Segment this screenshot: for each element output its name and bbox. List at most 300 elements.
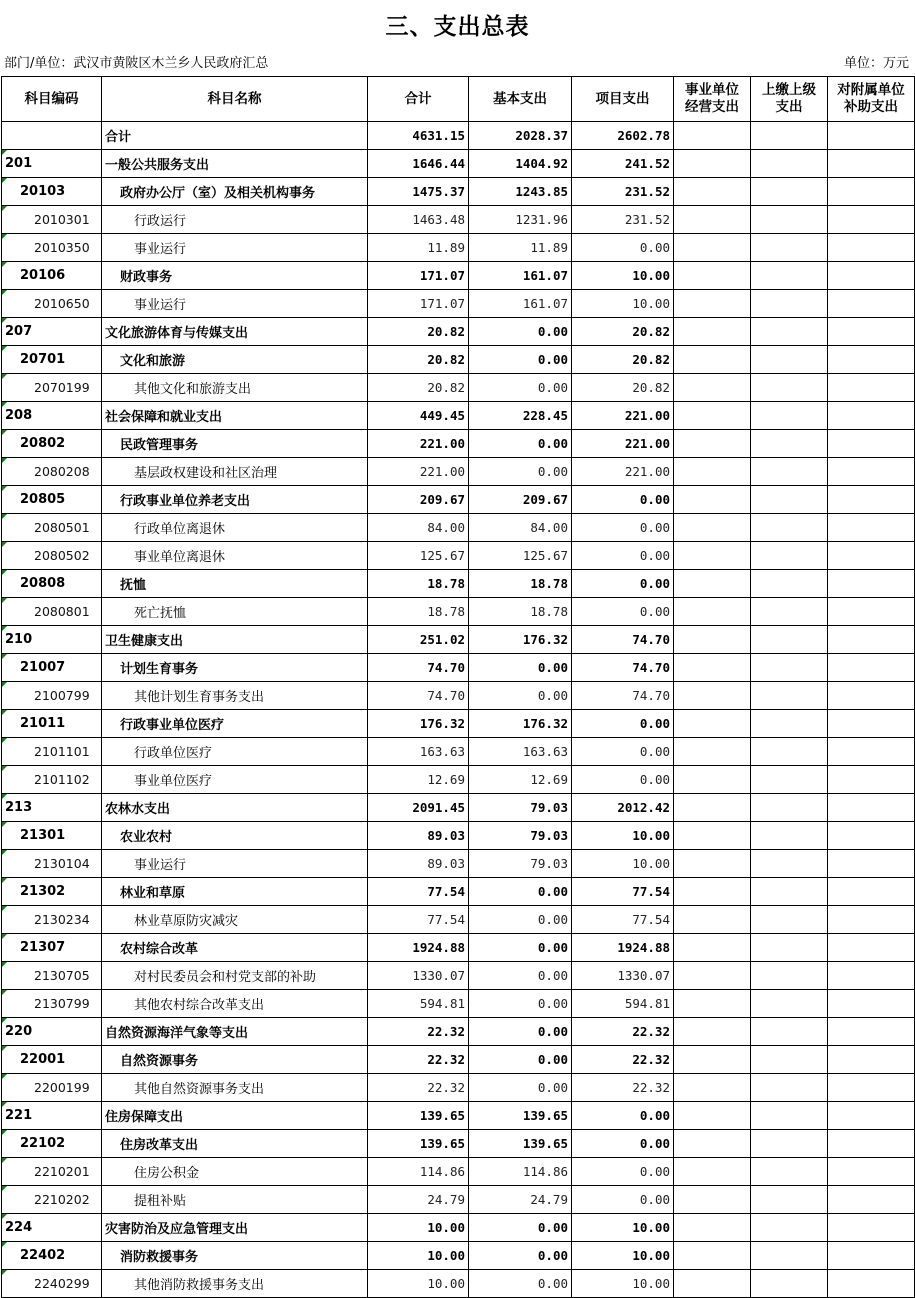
cell-sub (828, 1046, 915, 1074)
cell-project: 0.00 (572, 1130, 674, 1158)
header-sub (828, 77, 915, 122)
table-row (2, 1186, 915, 1214)
cell-upper (751, 178, 828, 206)
cell-sub (828, 822, 915, 850)
cell-biz (674, 318, 751, 346)
cell-marker-icon (2, 1186, 7, 1191)
table-row (2, 318, 915, 346)
cell-biz (674, 402, 751, 430)
table-row (2, 934, 915, 962)
cell-project: 10.00 (572, 1214, 674, 1242)
cell-total: 449.45 (368, 402, 469, 430)
cell-code: 213 (2, 794, 102, 822)
cell-code: 2080501 (2, 514, 102, 542)
cell-basic: 0.00 (469, 1242, 572, 1270)
cell-sub (828, 234, 915, 262)
cell-biz (674, 990, 751, 1018)
cell-basic: 84.00 (469, 514, 572, 542)
cell-total: 22.32 (368, 1046, 469, 1074)
cell-marker-icon (2, 290, 7, 295)
cell-sub (828, 878, 915, 906)
cell-marker-icon (2, 710, 7, 715)
cell-basic: 0.00 (469, 1046, 572, 1074)
cell-name: 事业运行 (102, 850, 368, 878)
cell-basic: 0.00 (469, 1270, 572, 1298)
cell-upper (751, 430, 828, 458)
page-title: 三、支出总表 (385, 13, 530, 40)
cell-marker-icon (2, 430, 7, 435)
cell-upper (751, 570, 828, 598)
cell-total: 18.78 (368, 570, 469, 598)
cell-marker-icon (2, 1242, 7, 1247)
cell-basic: 79.03 (469, 850, 572, 878)
cell-project: 0.00 (572, 486, 674, 514)
cell-project: 0.00 (572, 738, 674, 766)
unit-label: 单位：万元 (843, 56, 909, 71)
cell-biz (674, 822, 751, 850)
cell-basic: 24.79 (469, 1186, 572, 1214)
cell-total: 22.32 (368, 1074, 469, 1102)
header-biz (674, 77, 751, 122)
cell-project: 20.82 (572, 374, 674, 402)
cell-sub (828, 850, 915, 878)
cell-total: 171.07 (368, 290, 469, 318)
cell-total: 74.70 (368, 682, 469, 710)
cell-code: 210 (2, 626, 102, 654)
expenditure-table (1, 76, 915, 1298)
cell-sub (828, 206, 915, 234)
cell-total: 114.86 (368, 1158, 469, 1186)
cell-code: 21301 (2, 822, 102, 850)
cell-code: 20701 (2, 346, 102, 374)
cell-project: 22.32 (572, 1074, 674, 1102)
cell-biz (674, 1214, 751, 1242)
cell-project: 10.00 (572, 1270, 674, 1298)
cell-biz (674, 234, 751, 262)
cell-name: 其他文化和旅游支出 (102, 374, 368, 402)
cell-sub (828, 514, 915, 542)
cell-upper (751, 682, 828, 710)
cell-total: 1330.07 (368, 962, 469, 990)
cell-biz (674, 122, 751, 150)
cell-total: 139.65 (368, 1130, 469, 1158)
cell-upper (751, 598, 828, 626)
cell-upper (751, 514, 828, 542)
table-row (2, 430, 915, 458)
cell-upper (751, 486, 828, 514)
table-row (2, 682, 915, 710)
cell-sub (828, 794, 915, 822)
cell-sub (828, 598, 915, 626)
cell-basic: 0.00 (469, 1018, 572, 1046)
cell-project: 22.32 (572, 1046, 674, 1074)
cell-code (2, 122, 102, 150)
cell-sub (828, 654, 915, 682)
cell-marker-icon (2, 178, 7, 183)
cell-basic: 79.03 (469, 794, 572, 822)
cell-code: 2101101 (2, 738, 102, 766)
cell-code: 22102 (2, 1130, 102, 1158)
cell-code: 2101102 (2, 766, 102, 794)
cell-project: 74.70 (572, 682, 674, 710)
cell-basic: 0.00 (469, 318, 572, 346)
cell-basic: 0.00 (469, 654, 572, 682)
cell-total: 10.00 (368, 1242, 469, 1270)
cell-marker-icon (2, 822, 7, 827)
cell-code: 22402 (2, 1242, 102, 1270)
cell-code: 21302 (2, 878, 102, 906)
cell-sub (828, 906, 915, 934)
cell-basic: 79.03 (469, 822, 572, 850)
cell-basic: 0.00 (469, 990, 572, 1018)
cell-code: 2080502 (2, 542, 102, 570)
cell-biz (674, 430, 751, 458)
cell-name: 财政事务 (102, 262, 368, 290)
cell-name: 卫生健康支出 (102, 626, 368, 654)
cell-upper (751, 1270, 828, 1298)
cell-project: 0.00 (572, 1158, 674, 1186)
cell-basic: 11.89 (469, 234, 572, 262)
cell-total: 89.03 (368, 822, 469, 850)
cell-basic: 0.00 (469, 682, 572, 710)
cell-name: 文化旅游体育与传媒支出 (102, 318, 368, 346)
cell-code: 2080208 (2, 458, 102, 486)
cell-sub (828, 374, 915, 402)
cell-project: 10.00 (572, 262, 674, 290)
cell-basic: 12.69 (469, 766, 572, 794)
cell-biz (674, 514, 751, 542)
cell-project: 221.00 (572, 430, 674, 458)
header-upper (751, 77, 828, 122)
cell-code: 2080801 (2, 598, 102, 626)
table-row (2, 1102, 915, 1130)
header-total: 合计 (368, 77, 469, 122)
cell-basic: 228.45 (469, 402, 572, 430)
cell-sub (828, 1242, 915, 1270)
table-header-row (2, 77, 915, 122)
cell-code: 2010650 (2, 290, 102, 318)
cell-basic: 0.00 (469, 430, 572, 458)
cell-marker-icon (2, 990, 7, 995)
cell-biz (674, 374, 751, 402)
cell-sub (828, 1270, 915, 1298)
cell-project: 1924.88 (572, 934, 674, 962)
cell-biz (674, 1102, 751, 1130)
cell-total: 221.00 (368, 458, 469, 486)
header-upper-line1: 上缴上级 (762, 82, 816, 98)
cell-basic: 209.67 (469, 486, 572, 514)
cell-total: 20.82 (368, 318, 469, 346)
cell-basic: 114.86 (469, 1158, 572, 1186)
cell-marker-icon (2, 486, 7, 491)
cell-upper (751, 1214, 828, 1242)
table-row (2, 1270, 915, 1298)
cell-basic: 1404.92 (469, 150, 572, 178)
cell-marker-icon (2, 458, 7, 463)
cell-sub (828, 430, 915, 458)
cell-upper (751, 906, 828, 934)
cell-upper (751, 990, 828, 1018)
cell-marker-icon (2, 878, 7, 883)
cell-biz (674, 290, 751, 318)
header-biz-line2: 经营支出 (685, 99, 739, 115)
cell-code: 201 (2, 150, 102, 178)
header-code: 科目编码 (2, 77, 102, 122)
cell-biz (674, 682, 751, 710)
table-row (2, 486, 915, 514)
cell-code: 20805 (2, 486, 102, 514)
header-upper-line2: 支出 (775, 99, 803, 115)
cell-project: 221.00 (572, 458, 674, 486)
cell-name: 行政单位离退休 (102, 514, 368, 542)
cell-marker-icon (2, 234, 7, 239)
cell-project: 594.81 (572, 990, 674, 1018)
cell-biz (674, 1130, 751, 1158)
cell-biz (674, 710, 751, 738)
cell-upper (751, 318, 828, 346)
cell-marker-icon (2, 598, 7, 603)
cell-project: 0.00 (572, 1186, 674, 1214)
cell-name: 灾害防治及应急管理支出 (102, 1214, 368, 1242)
cell-upper (751, 962, 828, 990)
cell-biz (674, 794, 751, 822)
cell-sub (828, 262, 915, 290)
cell-upper (751, 794, 828, 822)
cell-name: 社会保障和就业支出 (102, 402, 368, 430)
cell-biz (674, 346, 751, 374)
cell-name: 住房公积金 (102, 1158, 368, 1186)
cell-upper (751, 1046, 828, 1074)
cell-name: 文化和旅游 (102, 346, 368, 374)
cell-total: 10.00 (368, 1270, 469, 1298)
cell-project: 0.00 (572, 514, 674, 542)
cell-marker-icon (2, 1074, 7, 1079)
department-label: 部门/单位：武汉市黄陂区木兰乡人民政府汇总 (4, 56, 269, 71)
table-row (2, 514, 915, 542)
cell-sub (828, 318, 915, 346)
cell-project: 231.52 (572, 178, 674, 206)
cell-sub (828, 1186, 915, 1214)
cell-total: 12.69 (368, 766, 469, 794)
cell-marker-icon (2, 318, 7, 323)
cell-basic: 176.32 (469, 710, 572, 738)
cell-code: 2130705 (2, 962, 102, 990)
cell-name: 消防救援事务 (102, 1242, 368, 1270)
cell-upper (751, 150, 828, 178)
cell-code: 20103 (2, 178, 102, 206)
cell-total: 77.54 (368, 878, 469, 906)
table-row (2, 542, 915, 570)
cell-project: 2602.78 (572, 122, 674, 150)
cell-code: 2130104 (2, 850, 102, 878)
cell-upper (751, 262, 828, 290)
table-row (2, 346, 915, 374)
cell-biz (674, 150, 751, 178)
cell-sub (828, 150, 915, 178)
cell-total: 176.32 (368, 710, 469, 738)
cell-code: 2070199 (2, 374, 102, 402)
cell-biz (674, 934, 751, 962)
cell-basic: 0.00 (469, 878, 572, 906)
table-row (2, 1130, 915, 1158)
cell-upper (751, 234, 828, 262)
cell-name: 对村民委员会和村党支部的补助 (102, 962, 368, 990)
cell-sub (828, 738, 915, 766)
cell-marker-icon (2, 626, 7, 631)
cell-code: 2130799 (2, 990, 102, 1018)
cell-total: 74.70 (368, 654, 469, 682)
cell-sub (828, 542, 915, 570)
cell-total: 171.07 (368, 262, 469, 290)
cell-marker-icon (2, 346, 7, 351)
cell-marker-icon (2, 906, 7, 911)
cell-marker-icon (2, 738, 7, 743)
cell-name: 事业运行 (102, 290, 368, 318)
cell-basic: 0.00 (469, 962, 572, 990)
cell-basic: 1243.85 (469, 178, 572, 206)
cell-name: 林业和草原 (102, 878, 368, 906)
cell-marker-icon (2, 1270, 7, 1275)
cell-upper (751, 766, 828, 794)
cell-upper (751, 542, 828, 570)
table-row (2, 794, 915, 822)
cell-total: 1646.44 (368, 150, 469, 178)
cell-marker-icon (2, 682, 7, 687)
cell-basic: 1231.96 (469, 206, 572, 234)
cell-total: 1475.37 (368, 178, 469, 206)
cell-sub (828, 402, 915, 430)
cell-upper (751, 290, 828, 318)
cell-name: 其他农村综合改革支出 (102, 990, 368, 1018)
cell-sub (828, 570, 915, 598)
cell-name: 自然资源海洋气象等支出 (102, 1018, 368, 1046)
table-row (2, 626, 915, 654)
table-row (2, 234, 915, 262)
cell-marker-icon (2, 1130, 7, 1135)
cell-sub (828, 290, 915, 318)
cell-marker-icon (2, 1102, 7, 1107)
cell-project: 10.00 (572, 290, 674, 318)
cell-biz (674, 1186, 751, 1214)
cell-name: 一般公共服务支出 (102, 150, 368, 178)
cell-basic: 18.78 (469, 570, 572, 598)
cell-name: 事业单位离退休 (102, 542, 368, 570)
cell-code: 2010301 (2, 206, 102, 234)
cell-code: 2200199 (2, 1074, 102, 1102)
cell-total: 163.63 (368, 738, 469, 766)
cell-biz (674, 1270, 751, 1298)
cell-basic: 0.00 (469, 934, 572, 962)
cell-sub (828, 1158, 915, 1186)
table-row (2, 850, 915, 878)
cell-marker-icon (2, 374, 7, 379)
cell-total: 84.00 (368, 514, 469, 542)
cell-basic: 2028.37 (469, 122, 572, 150)
cell-marker-icon (2, 654, 7, 659)
cell-name: 住房改革支出 (102, 1130, 368, 1158)
cell-name: 抚恤 (102, 570, 368, 598)
cell-name: 农林水支出 (102, 794, 368, 822)
cell-code: 20106 (2, 262, 102, 290)
header-biz-line1: 事业单位 (685, 82, 739, 98)
cell-name: 合计 (102, 122, 368, 150)
cell-code: 2130234 (2, 906, 102, 934)
cell-upper (751, 374, 828, 402)
cell-code: 2010350 (2, 234, 102, 262)
cell-code: 21007 (2, 654, 102, 682)
cell-basic: 139.65 (469, 1130, 572, 1158)
table-row (2, 206, 915, 234)
header-name: 科目名称 (102, 77, 368, 122)
cell-project: 0.00 (572, 766, 674, 794)
cell-marker-icon (2, 542, 7, 547)
cell-biz (674, 1018, 751, 1046)
cell-basic: 125.67 (469, 542, 572, 570)
cell-sub (828, 1214, 915, 1242)
cell-total: 1924.88 (368, 934, 469, 962)
cell-basic: 176.32 (469, 626, 572, 654)
cell-basic: 139.65 (469, 1102, 572, 1130)
cell-upper (751, 654, 828, 682)
cell-name: 其他计划生育事务支出 (102, 682, 368, 710)
cell-biz (674, 738, 751, 766)
cell-code: 220 (2, 1018, 102, 1046)
cell-biz (674, 654, 751, 682)
cell-marker-icon (2, 1018, 7, 1023)
header-basic: 基本支出 (469, 77, 572, 122)
table-row (2, 710, 915, 738)
cell-biz (674, 206, 751, 234)
cell-biz (674, 542, 751, 570)
cell-sub (828, 962, 915, 990)
cell-total: 2091.45 (368, 794, 469, 822)
cell-basic: 0.00 (469, 1074, 572, 1102)
cell-project: 0.00 (572, 234, 674, 262)
cell-basic: 0.00 (469, 906, 572, 934)
cell-upper (751, 1074, 828, 1102)
cell-marker-icon (2, 934, 7, 939)
table-row (2, 1214, 915, 1242)
cell-name: 民政管理事务 (102, 430, 368, 458)
cell-name: 农村综合改革 (102, 934, 368, 962)
cell-total: 89.03 (368, 850, 469, 878)
cell-upper (751, 934, 828, 962)
cell-project: 221.00 (572, 402, 674, 430)
cell-biz (674, 486, 751, 514)
cell-marker-icon (2, 514, 7, 519)
cell-project: 77.54 (572, 906, 674, 934)
table-row (2, 402, 915, 430)
cell-marker-icon (2, 1046, 7, 1051)
cell-sub (828, 1102, 915, 1130)
table-row (2, 458, 915, 486)
cell-name: 死亡抚恤 (102, 598, 368, 626)
cell-project: 10.00 (572, 850, 674, 878)
cell-total: 24.79 (368, 1186, 469, 1214)
cell-upper (751, 458, 828, 486)
cell-biz (674, 1074, 751, 1102)
cell-marker-icon (2, 1158, 7, 1163)
cell-upper (751, 822, 828, 850)
cell-sub (828, 178, 915, 206)
cell-project: 22.32 (572, 1018, 674, 1046)
cell-biz (674, 878, 751, 906)
cell-name: 行政事业单位养老支出 (102, 486, 368, 514)
table-row (2, 290, 915, 318)
cell-marker-icon (2, 766, 7, 771)
table-row (2, 1046, 915, 1074)
cell-biz (674, 626, 751, 654)
